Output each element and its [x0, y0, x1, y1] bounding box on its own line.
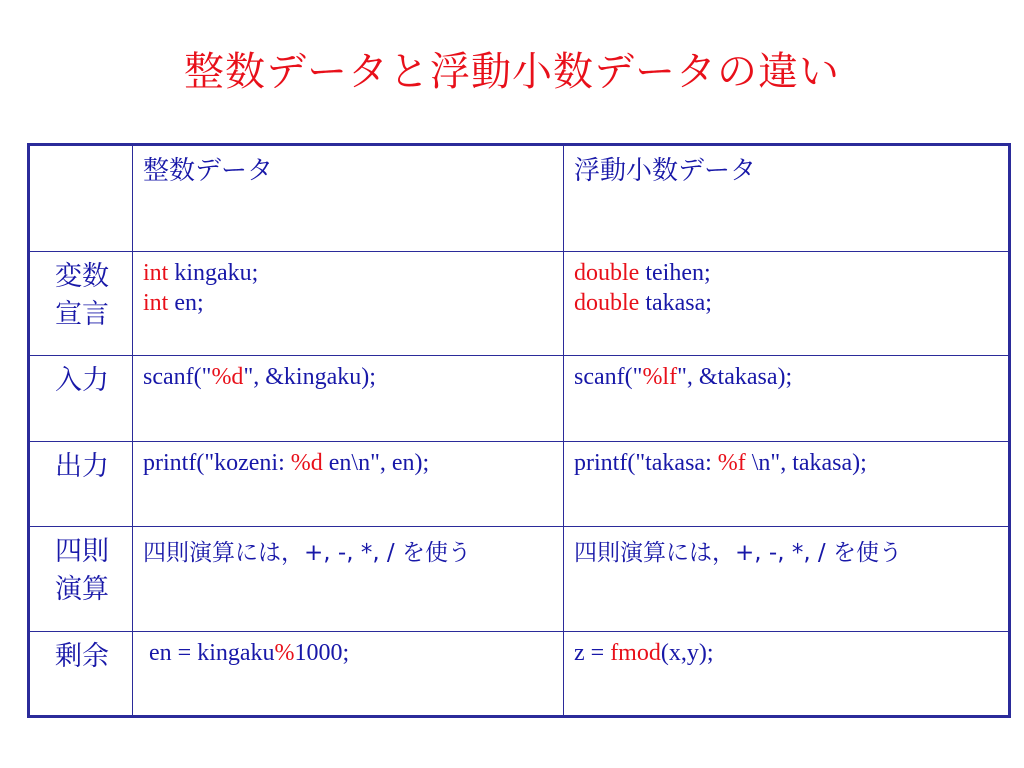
declaration-rest: en;: [168, 289, 204, 316]
code-segment: \n", takasa);: [745, 449, 867, 476]
float-declaration-line: [574, 258, 1000, 288]
code-segment: scanf(": [574, 364, 643, 391]
format-specifier: %d: [211, 364, 244, 391]
format-specifier: %d: [290, 449, 323, 476]
code-segment: printf("kozeni:: [143, 449, 291, 476]
declaration-rest: takasa;: [639, 289, 712, 316]
int-declaration-line: [143, 258, 555, 288]
int-output-code: [143, 448, 555, 478]
int-declaration-cell: [133, 251, 564, 356]
float-output-code: [574, 448, 1000, 478]
type-keyword: double: [574, 259, 640, 286]
comparison-table: [27, 143, 1011, 718]
code-segment: (x,y);: [660, 639, 714, 666]
code-segment: ", &kingaku);: [243, 364, 376, 391]
format-specifier: %lf: [642, 364, 678, 391]
table-row-arithmetic: [29, 526, 1010, 631]
slide-title: 整数データと浮動小数データの違い: [184, 49, 840, 95]
int-remainder-cell: [133, 631, 564, 716]
int-input-code: [143, 362, 555, 392]
declaration-rest: teihen;: [639, 259, 711, 286]
float-declaration-cell: [564, 251, 1010, 356]
table-header-row: [29, 145, 1010, 252]
code-segment: scanf(": [143, 364, 212, 391]
float-input-code: [574, 362, 1000, 392]
row-label-arithmetic-text: 四則演算: [55, 535, 109, 605]
type-keyword: double: [574, 289, 640, 316]
row-label-declaration: [29, 251, 133, 356]
modulo-operator: %: [274, 639, 295, 666]
header-float-data: 浮動小数データ: [564, 145, 1010, 252]
int-output-cell: [133, 441, 564, 526]
header-integer-data: 整数データ: [133, 145, 564, 252]
declaration-rest: kingaku;: [168, 259, 259, 286]
float-remainder-cell: [564, 631, 1010, 716]
float-remainder-code: [574, 638, 1000, 668]
int-remainder-code: [143, 638, 555, 668]
row-label-declaration-text: 変数宣言: [55, 260, 109, 330]
table-row-input: [29, 356, 1010, 441]
table-row-output: [29, 441, 1010, 526]
code-segment: en = kingaku: [143, 639, 275, 666]
format-specifier: %f: [717, 449, 746, 476]
type-keyword: int: [143, 259, 169, 286]
code-segment: ", &takasa);: [677, 364, 793, 391]
row-label-output: 出力: [29, 441, 133, 526]
int-input-cell: [133, 356, 564, 441]
code-segment: en\n", en);: [322, 449, 430, 476]
float-output-cell: [564, 441, 1010, 526]
int-arithmetic-cell: 四則演算には，+, -, *, / を使う: [133, 526, 564, 631]
float-input-cell: [564, 356, 1010, 441]
float-declaration-line: [574, 288, 1000, 318]
row-label-input: 入力: [29, 356, 133, 441]
code-segment: 1000;: [294, 639, 350, 666]
table-row-declaration: [29, 251, 1010, 356]
fmod-function: fmod: [610, 639, 661, 666]
code-segment: z =: [574, 639, 611, 666]
row-label-remainder: 剰余: [29, 631, 133, 716]
int-declaration-line: [143, 288, 555, 318]
table-row-remainder: [29, 631, 1010, 716]
type-keyword: int: [143, 289, 169, 316]
float-arithmetic-cell: 四則演算には，+, -, *, / を使う: [564, 526, 1010, 631]
row-label-arithmetic: [29, 526, 133, 631]
corner-cell: [29, 145, 133, 252]
code-segment: printf("takasa:: [574, 449, 718, 476]
